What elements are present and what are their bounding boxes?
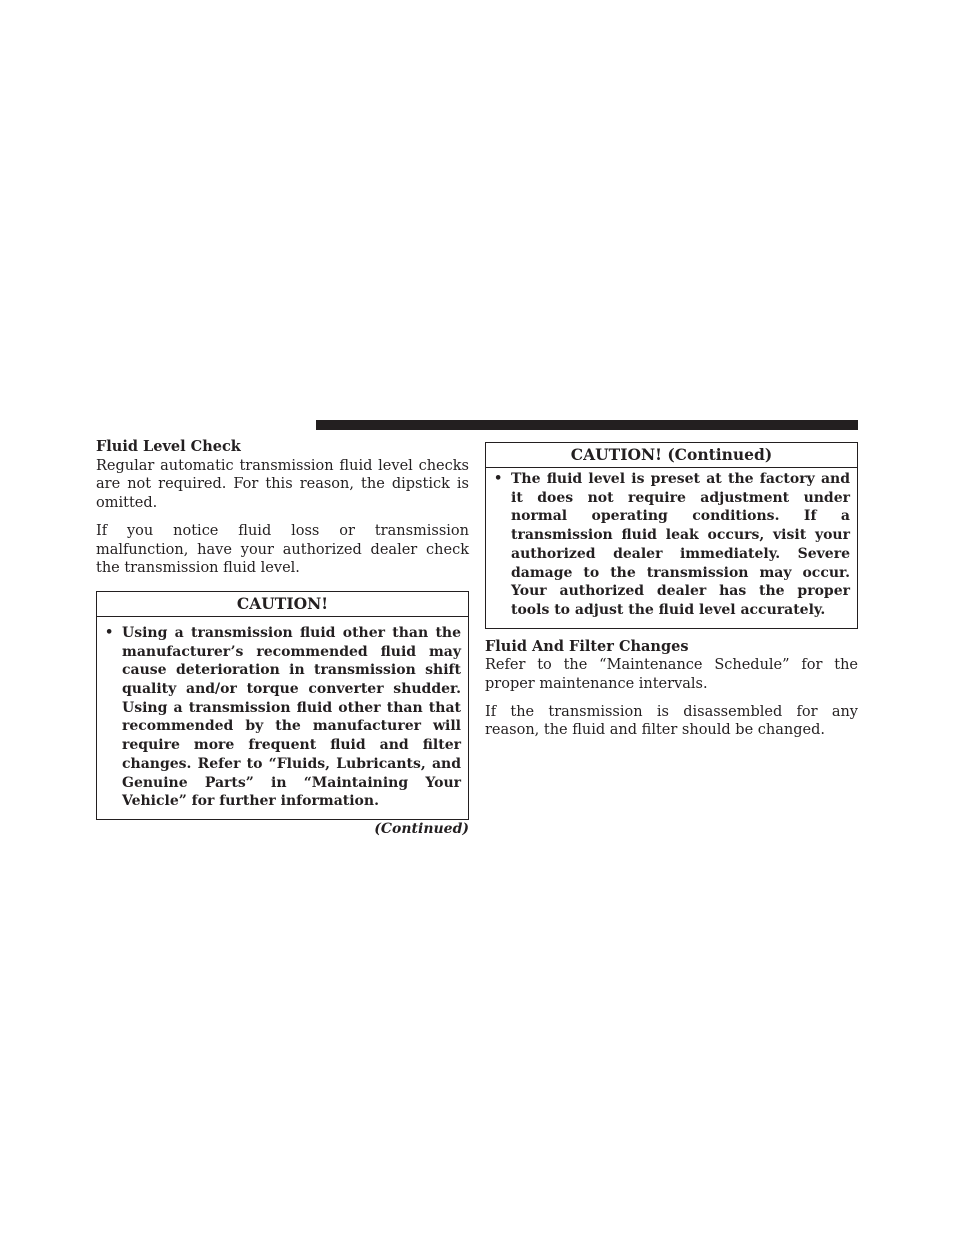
caution-continued-text: The fluid level is preset at the factory and it does not require adjustment under normal operating conditions. If a transmission fluid leak occurs, visit your authorized dealer immediately. Severe damage to the transmission may occur. Your authorized dealer has the proper tools to adjust the fluid level accurately.: [511, 471, 850, 618]
caution-box: [96, 591, 469, 820]
fluid-level-check-para-2: If you notice fluid loss or transmission malfunction, have your authorized dealer check the transmission fluid level.: [96, 522, 469, 577]
caution-continued-body: [486, 468, 857, 628]
right-column: [485, 442, 858, 749]
bullet-icon: •: [494, 471, 503, 486]
caution-continued-title: CAUTION! (Continued): [486, 443, 857, 468]
fluid-filter-changes-para-1: Refer to the “Maintenance Schedule” for the proper maintenance intervals.: [485, 657, 858, 693]
fluid-filter-changes-heading: Fluid And Filter Changes: [485, 637, 689, 655]
caution-body: [97, 617, 468, 819]
fluid-level-check-heading: Fluid Level Check: [96, 438, 241, 455]
caution-continued-box: [485, 442, 858, 629]
fluid-filter-changes-para-2: If the transmission is disassembled for any reason, the fluid and filter should be changed.: [485, 703, 858, 739]
header-rule: [316, 420, 858, 430]
fluid-level-check-para-1: Regular automatic transmission fluid level checks are not required. For this reason, the dipstick is omitted.: [96, 457, 469, 512]
left-column: [96, 438, 469, 838]
continued-note: (Continued): [374, 820, 469, 837]
bullet-icon: •: [105, 624, 114, 640]
caution-title: CAUTION!: [97, 592, 468, 617]
caution-text: Using a transmission fluid other than the manufacturer’s recommended fluid may cause deterioration in transmission shift quality and/or torque converter shudder. Using a transmission fluid other than that recommended by the manufacturer will require more frequent fluid and filter changes. Refer to “Fluids, Lubricants, and Genuine Parts” in “Maintaining Your Vehicle” for further information.: [122, 624, 461, 810]
